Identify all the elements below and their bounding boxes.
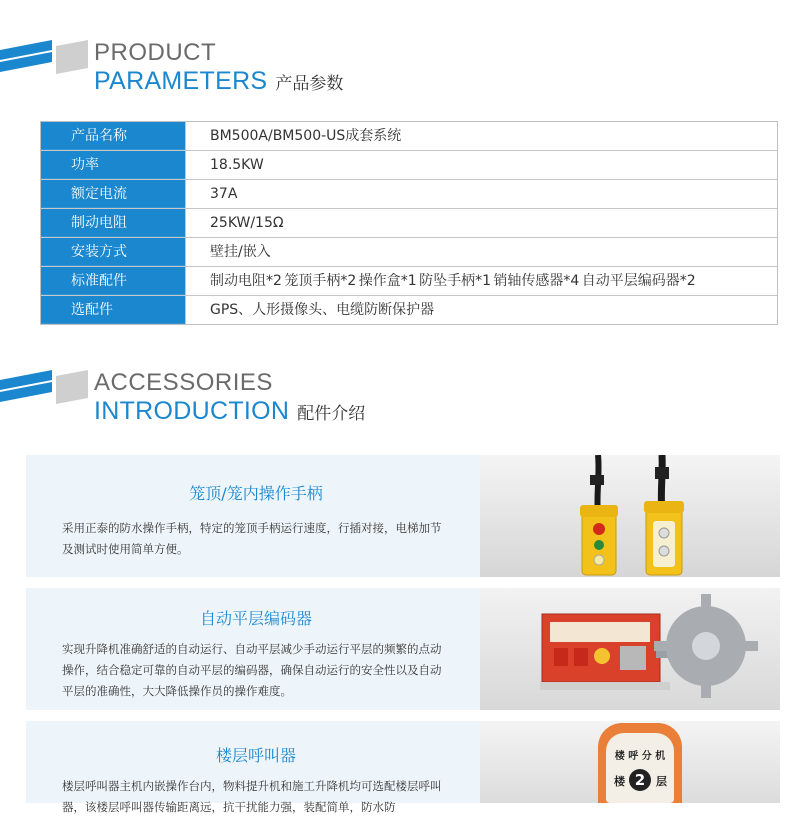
param-value: 37A: [185, 180, 777, 208]
param-value: 壁挂/嵌入: [185, 238, 777, 266]
floor-caller-device: [598, 723, 682, 803]
table-row: [41, 150, 777, 179]
section-title-cn: 配件介绍: [297, 404, 366, 424]
param-key: 产品名称: [41, 122, 185, 150]
encoder-image: [480, 588, 780, 710]
param-key: 额定电流: [41, 180, 185, 208]
table-row: [41, 179, 777, 208]
table-row: [41, 208, 777, 237]
header-stripes-decoration: [0, 370, 92, 404]
floor-caller-top-text: 楼 呼 分 机: [614, 751, 666, 762]
param-value: 制动电阻*2 笼顶手柄*2 操作盒*1 防坠手柄*1 销轴传感器*4 自动平层编码器*2: [185, 267, 777, 295]
param-key: 功率: [41, 151, 185, 179]
section-title-en-2: [94, 396, 365, 429]
encoder-illustration: [480, 588, 780, 710]
accessory-desc: 采用正泰的防水操作手柄，特定的笼顶手柄运行速度，行插对接，电梯加节及测试时使用简单方便。: [62, 521, 442, 556]
param-value: 25KW/15Ω: [185, 209, 777, 237]
param-key: 标准配件: [41, 267, 185, 295]
param-key: 安装方式: [41, 238, 185, 266]
header-stripes-decoration: [0, 40, 92, 74]
section-title-en-2: [94, 66, 343, 99]
accessory-text: [26, 455, 480, 577]
section-title-en-1: PRODUCT: [94, 39, 217, 66]
floor-caller-digit: 2: [629, 769, 651, 791]
pendant-controls-illustration: [480, 455, 780, 577]
accessory-title: 楼层呼叫器: [215, 746, 296, 765]
parameters-table: [40, 121, 778, 325]
table-row: [41, 122, 777, 150]
section-title-cn: 产品参数: [275, 74, 344, 94]
param-value: 18.5KW: [185, 151, 777, 179]
section-title-en-2-text: PARAMETERS: [94, 67, 268, 95]
floor-caller-label-left: 楼: [614, 775, 625, 788]
accessory-card-floor-caller: [26, 721, 780, 814]
param-value: BM500A/BM500-US成套系统: [185, 122, 777, 150]
table-row: [41, 295, 777, 324]
floor-caller-image: [480, 721, 780, 803]
accessory-text: [26, 721, 480, 814]
accessory-title: 笼顶/笼内操作手柄: [189, 484, 323, 503]
product-parameters-header: [0, 40, 806, 110]
floor-caller-label-right: 层: [656, 775, 667, 788]
accessory-title: 自动平层编码器: [199, 609, 312, 628]
accessory-desc: 楼层呼叫器主机内嵌操作台内，物料提升机和施工升降机均可选配楼层呼叫器，该楼层呼叫器传输距离远，抗干扰能力强，装配简单，防水防: [62, 779, 442, 814]
section-title-en-2-text: INTRODUCTION: [94, 397, 290, 425]
accessory-desc: 实现升降机准确舒适的自动运行、自动平层减少手动运行平层的频繁的点动操作，结合稳定可靠的自动平层的编码器，确保自动运行的安全性以及自动平层的准确性，大大降低操作员的操作难度。: [62, 642, 442, 698]
param-value: GPS、人形摄像头、电缆防断保护器: [185, 296, 777, 324]
pendant-controls-image: [480, 455, 780, 577]
param-key: 制动电阻: [41, 209, 185, 237]
table-row: [41, 237, 777, 266]
floor-caller-face: [606, 733, 674, 803]
param-key: 选配件: [41, 296, 185, 324]
accessory-text: [26, 588, 480, 710]
table-row: [41, 266, 777, 295]
accessory-card-pendant: [26, 455, 780, 577]
accessories-introduction-header: [0, 370, 806, 440]
section-title-en-1: ACCESSORIES: [94, 369, 273, 396]
accessory-card-encoder: [26, 588, 780, 710]
